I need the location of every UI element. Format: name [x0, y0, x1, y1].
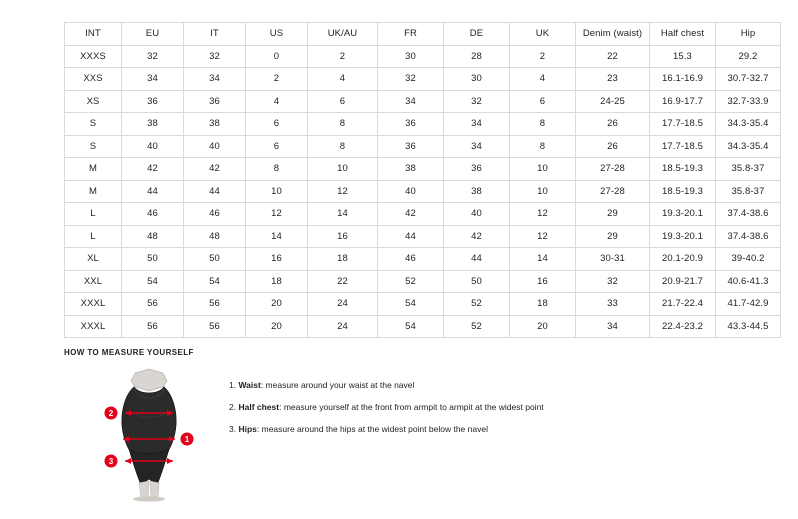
cell-fr: 42: [378, 203, 444, 226]
table-row: [65, 158, 781, 181]
cell-uk-au: 10: [308, 158, 378, 181]
mannequin-illustration: [89, 367, 209, 502]
cell-hip: 41.7-42.9: [716, 293, 781, 316]
cell-uk-au: 8: [308, 135, 378, 158]
column-header-fr: FR: [378, 23, 444, 46]
note-hips-term: Hips: [238, 424, 257, 434]
svg-text:2: 2: [108, 409, 114, 418]
cell-uk-au: 18: [308, 248, 378, 271]
cell-de: 34: [444, 135, 510, 158]
cell-half-chest: 19.3-20.1: [650, 225, 716, 248]
cell-uk: 20: [510, 315, 576, 338]
cell-half-chest: 22.4-23.2: [650, 315, 716, 338]
size-table-container: [64, 22, 769, 338]
cell-eu: 48: [122, 225, 184, 248]
cell-fr: 54: [378, 315, 444, 338]
cell-it: 56: [184, 315, 246, 338]
cell-uk: 4: [510, 68, 576, 91]
note-hips: [229, 423, 544, 436]
cell-int: XL: [65, 248, 122, 271]
cell-us: 10: [246, 180, 308, 203]
cell-uk-au: 16: [308, 225, 378, 248]
note-half-chest-text: : measure yourself at the front from armpit to armpit at the widest point: [279, 402, 544, 412]
cell-us: 16: [246, 248, 308, 271]
column-header-uk-au: UK/AU: [308, 23, 378, 46]
size-conversion-table: [64, 22, 781, 338]
cell-us: 20: [246, 293, 308, 316]
cell-int: S: [65, 135, 122, 158]
note-hips-text: : measure around the hips at the widest point below the navel: [256, 424, 488, 434]
cell-denim-waist: 30-31: [576, 248, 650, 271]
cell-uk-au: 14: [308, 203, 378, 226]
cell-it: 56: [184, 293, 246, 316]
note-waist-number: 1.: [229, 380, 237, 390]
cell-de: 52: [444, 293, 510, 316]
cell-eu: 32: [122, 45, 184, 68]
cell-eu: 38: [122, 113, 184, 136]
table-header: [65, 23, 781, 46]
cell-int: XXXL: [65, 293, 122, 316]
cell-uk: 2: [510, 45, 576, 68]
cell-eu: 54: [122, 270, 184, 293]
column-header-half-chest: Half chest: [650, 23, 716, 46]
marker-2-half-chest: [105, 407, 118, 420]
cell-it: 42: [184, 158, 246, 181]
cell-fr: 34: [378, 90, 444, 113]
cell-fr: 52: [378, 270, 444, 293]
table-row: [65, 180, 781, 203]
cell-int: XS: [65, 90, 122, 113]
column-header-denim-waist: Denim (waist): [576, 23, 650, 46]
note-hips-number: 3.: [229, 424, 237, 434]
cell-eu: 36: [122, 90, 184, 113]
cell-uk: 12: [510, 225, 576, 248]
cell-it: 50: [184, 248, 246, 271]
cell-hip: 34.3-35.4: [716, 135, 781, 158]
cell-denim-waist: 34: [576, 315, 650, 338]
cell-eu: 56: [122, 293, 184, 316]
cell-hip: 43.3-44.5: [716, 315, 781, 338]
cell-fr: 36: [378, 113, 444, 136]
cell-half-chest: 19.3-20.1: [650, 203, 716, 226]
cell-half-chest: 16.9-17.7: [650, 90, 716, 113]
cell-denim-waist: 22: [576, 45, 650, 68]
cell-fr: 32: [378, 68, 444, 91]
cell-de: 30: [444, 68, 510, 91]
measurement-notes: [229, 367, 544, 445]
cell-hip: 39-40.2: [716, 248, 781, 271]
cell-eu: 46: [122, 203, 184, 226]
cell-us: 14: [246, 225, 308, 248]
cell-uk: 8: [510, 113, 576, 136]
column-header-eu: EU: [122, 23, 184, 46]
cell-eu: 44: [122, 180, 184, 203]
cell-denim-waist: 27-28: [576, 158, 650, 181]
cell-denim-waist: 26: [576, 113, 650, 136]
cell-us: 6: [246, 135, 308, 158]
cell-half-chest: 16.1-16.9: [650, 68, 716, 91]
cell-hip: 37.4-38.6: [716, 225, 781, 248]
cell-it: 40: [184, 135, 246, 158]
cell-fr: 46: [378, 248, 444, 271]
cell-fr: 44: [378, 225, 444, 248]
cell-uk: 18: [510, 293, 576, 316]
cell-uk-au: 12: [308, 180, 378, 203]
column-header-uk: UK: [510, 23, 576, 46]
cell-de: 34: [444, 113, 510, 136]
cell-us: 6: [246, 113, 308, 136]
cell-hip: 34.3-35.4: [716, 113, 781, 136]
cell-half-chest: 18.5-19.3: [650, 180, 716, 203]
table-header-row: [65, 23, 781, 46]
cell-int: S: [65, 113, 122, 136]
cell-denim-waist: 32: [576, 270, 650, 293]
table-row: [65, 113, 781, 136]
cell-eu: 42: [122, 158, 184, 181]
how-to-measure-section: [64, 348, 744, 502]
cell-half-chest: 20.1-20.9: [650, 248, 716, 271]
note-half-chest-number: 2.: [229, 402, 237, 412]
cell-de: 52: [444, 315, 510, 338]
svg-text:1: 1: [184, 435, 190, 444]
cell-half-chest: 15.3: [650, 45, 716, 68]
cell-de: 28: [444, 45, 510, 68]
column-header-hip: Hip: [716, 23, 781, 46]
cell-fr: 40: [378, 180, 444, 203]
cell-uk: 14: [510, 248, 576, 271]
cell-half-chest: 20.9-21.7: [650, 270, 716, 293]
cell-half-chest: 17.7-18.5: [650, 113, 716, 136]
cell-uk: 6: [510, 90, 576, 113]
cell-int: M: [65, 180, 122, 203]
cell-fr: 38: [378, 158, 444, 181]
cell-eu: 56: [122, 315, 184, 338]
cell-denim-waist: 23: [576, 68, 650, 91]
cell-uk-au: 24: [308, 293, 378, 316]
cell-de: 38: [444, 180, 510, 203]
cell-hip: 35.8-37: [716, 158, 781, 181]
cell-uk-au: 24: [308, 315, 378, 338]
cell-uk-au: 6: [308, 90, 378, 113]
table-row: [65, 315, 781, 338]
cell-denim-waist: 29: [576, 203, 650, 226]
cell-uk: 12: [510, 203, 576, 226]
cell-denim-waist: 27-28: [576, 180, 650, 203]
cell-hip: 37.4-38.6: [716, 203, 781, 226]
cell-it: 46: [184, 203, 246, 226]
cell-uk: 16: [510, 270, 576, 293]
cell-uk-au: 4: [308, 68, 378, 91]
cell-it: 32: [184, 45, 246, 68]
table-row: [65, 225, 781, 248]
cell-int: M: [65, 158, 122, 181]
cell-de: 40: [444, 203, 510, 226]
table-row: [65, 293, 781, 316]
table-body: [65, 45, 781, 338]
cell-int: L: [65, 203, 122, 226]
cell-hip: 29.2: [716, 45, 781, 68]
cell-it: 34: [184, 68, 246, 91]
cell-int: XXL: [65, 270, 122, 293]
cell-uk-au: 2: [308, 45, 378, 68]
measurement-figure: [89, 367, 209, 502]
how-to-measure-title: HOW TO MEASURE YOURSELF: [64, 348, 194, 357]
cell-us: 18: [246, 270, 308, 293]
table-row: [65, 203, 781, 226]
cell-hip: 32.7-33.9: [716, 90, 781, 113]
note-half-chest-term: Half chest: [238, 402, 280, 412]
note-waist-text: : measure around your waist at the navel: [260, 380, 415, 390]
cell-it: 36: [184, 90, 246, 113]
mannequin-body: [122, 369, 176, 502]
table-row: [65, 135, 781, 158]
note-waist-term: Waist: [238, 380, 261, 390]
cell-uk: 10: [510, 180, 576, 203]
cell-de: 50: [444, 270, 510, 293]
cell-denim-waist: 24-25: [576, 90, 650, 113]
cell-uk: 10: [510, 158, 576, 181]
cell-us: 4: [246, 90, 308, 113]
cell-de: 44: [444, 248, 510, 271]
cell-fr: 36: [378, 135, 444, 158]
cell-half-chest: 17.7-18.5: [650, 135, 716, 158]
cell-hip: 35.8-37: [716, 180, 781, 203]
cell-int: XXS: [65, 68, 122, 91]
column-header-int: INT: [65, 23, 122, 46]
table-row: [65, 270, 781, 293]
cell-us: 12: [246, 203, 308, 226]
table-row: [65, 248, 781, 271]
cell-de: 36: [444, 158, 510, 181]
cell-uk: 8: [510, 135, 576, 158]
cell-hip: 30.7-32.7: [716, 68, 781, 91]
note-waist: [229, 379, 544, 392]
cell-fr: 54: [378, 293, 444, 316]
cell-int: XXXL: [65, 315, 122, 338]
cell-us: 0: [246, 45, 308, 68]
cell-fr: 30: [378, 45, 444, 68]
cell-it: 54: [184, 270, 246, 293]
marker-1-waist: [181, 433, 194, 446]
marker-3-hips: [105, 455, 118, 468]
cell-eu: 40: [122, 135, 184, 158]
cell-it: 38: [184, 113, 246, 136]
cell-uk-au: 22: [308, 270, 378, 293]
cell-us: 2: [246, 68, 308, 91]
how-to-measure-body: [64, 367, 744, 502]
table-row: [65, 90, 781, 113]
cell-uk-au: 8: [308, 113, 378, 136]
note-half-chest: [229, 401, 544, 414]
cell-us: 8: [246, 158, 308, 181]
cell-half-chest: 18.5-19.3: [650, 158, 716, 181]
cell-denim-waist: 33: [576, 293, 650, 316]
table-row: [65, 68, 781, 91]
column-header-it: IT: [184, 23, 246, 46]
cell-int: L: [65, 225, 122, 248]
cell-us: 20: [246, 315, 308, 338]
column-header-us: US: [246, 23, 308, 46]
cell-it: 48: [184, 225, 246, 248]
cell-hip: 40.6-41.3: [716, 270, 781, 293]
cell-de: 42: [444, 225, 510, 248]
cell-it: 44: [184, 180, 246, 203]
svg-text:3: 3: [108, 457, 114, 466]
cell-half-chest: 21.7-22.4: [650, 293, 716, 316]
column-header-de: DE: [444, 23, 510, 46]
cell-int: XXXS: [65, 45, 122, 68]
cell-eu: 34: [122, 68, 184, 91]
cell-denim-waist: 29: [576, 225, 650, 248]
cell-eu: 50: [122, 248, 184, 271]
cell-de: 32: [444, 90, 510, 113]
table-row: [65, 45, 781, 68]
cell-denim-waist: 26: [576, 135, 650, 158]
